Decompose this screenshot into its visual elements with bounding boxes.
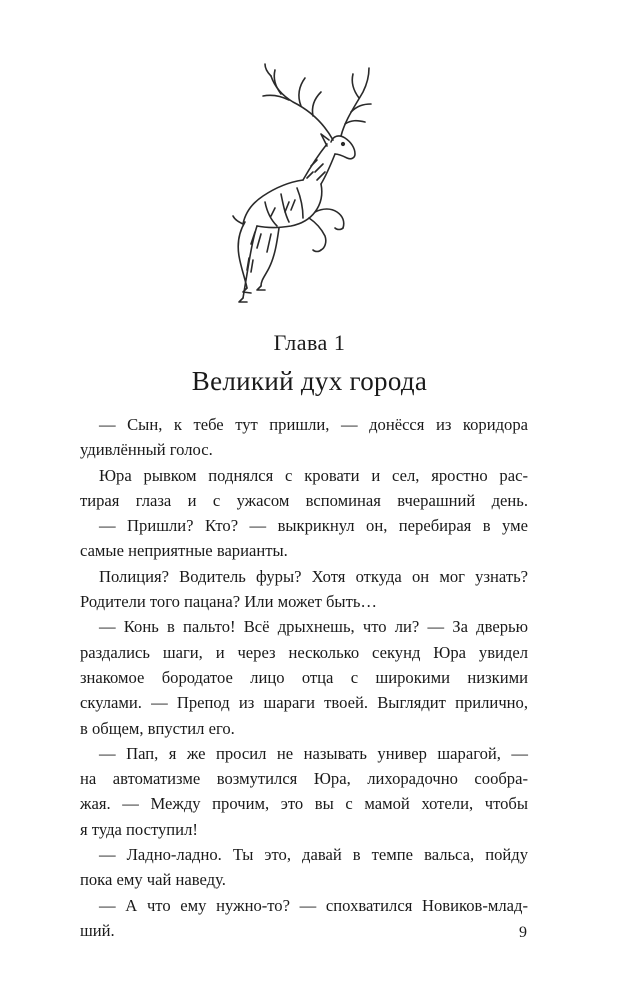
- text-line: Родители того пацана? Или может быть…: [80, 592, 377, 612]
- text-line: удивлённый голос.: [80, 440, 213, 460]
- text-line: — Пап, я же просил не называть универ шарагой, —: [99, 743, 528, 763]
- page-number: 9: [519, 924, 527, 941]
- text-line: Юра рывком поднялся с кровати и сел, яростно рас-: [99, 465, 528, 485]
- text-line: знакомое бородатое лицо отца с широкими низкими: [80, 667, 528, 687]
- stag-illustration: [205, 62, 375, 307]
- text-line: Полиция? Водитель фуры? Хотя откуда он мог узнать?: [99, 566, 528, 586]
- text-line: — Конь в пальто! Всё дрыхнешь, что ли? — За дверью: [99, 617, 528, 637]
- text-line: я туда поступил!: [80, 819, 198, 839]
- text-line: на автоматизме возмутился Юра, лихорадочно сообра-: [80, 769, 528, 789]
- text-line: — Ладно-ладно. Ты это, давай в темпе вальса, пойду: [99, 845, 528, 865]
- text-line: тирая глаза и с ужасом вспоминая вчерашний день.: [80, 490, 528, 510]
- text-line: пока ему чай наведу.: [80, 870, 226, 890]
- chapter-label: Глава 1: [273, 330, 346, 355]
- text-line: скулами. — Препод из шараги твоей. Выглядит прилично,: [80, 693, 528, 713]
- chapter-title: Великий дух города: [191, 366, 428, 396]
- text-line: — Пришли? Кто? — выкрикнул он, перебирая в уме: [99, 516, 528, 536]
- text-line: ший.: [80, 920, 115, 940]
- text-line: — Сын, к тебе тут пришли, — донёсся из коридора: [99, 415, 528, 434]
- chapter-body: [80, 412, 528, 943]
- text-line: — А что ему нужно-то? — спохватился Новиков-млад-: [99, 895, 528, 915]
- text-line: в общем, впустил его.: [80, 718, 235, 738]
- text-line: раздались шаги, и через несколько секунд Юра увидел: [80, 642, 528, 662]
- text-line: жая. — Между прочим, это вы с мамой хотели, чтобы: [80, 794, 528, 814]
- text-line: самые неприятные варианты.: [80, 541, 288, 561]
